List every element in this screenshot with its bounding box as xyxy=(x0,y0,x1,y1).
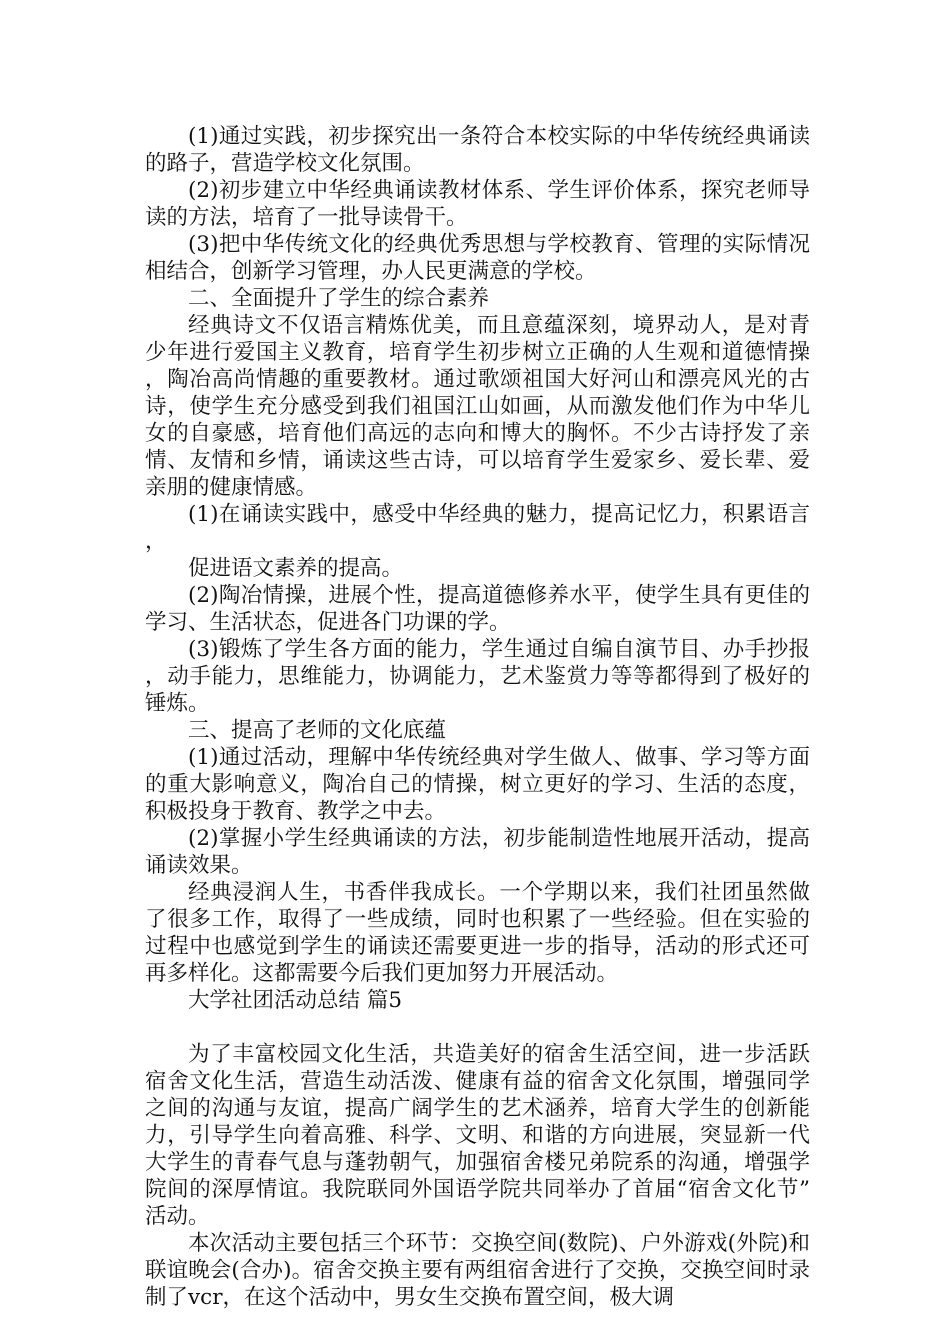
paragraph-5: (1)在诵读实践中，感受中华经典的魅力，提高记忆力，积累语言， xyxy=(145,502,810,554)
paragraph-2: (2)初步建立中华经典诵读教材体系、学生评价体系，探究老师导读的方法，培育了一批导读骨干。 xyxy=(145,178,810,230)
paragraph-7: (2)陶冶情操，进展个性，提高道德修养水平，使学生具有更佳的学习、生活状态，促进各门功课的学。 xyxy=(145,583,810,635)
paragraph-9: (1)通过活动，理解中华传统经典对学生做人、做事、学习等方面的重大影响意义，陶冶自己的情操，树立更好的学习、生活的态度，积极投身于教育、教学之中去。 xyxy=(145,745,810,824)
article-title-5: 大学社团活动总结 篇5 xyxy=(188,988,403,1013)
paragraph-13: 本次活动主要包括三个环节：交换空间(数院)、户外游戏(外院)和联谊晚会(合办)。宿舍交换主要有两组宿舍进行了交换，交换空间时录制了vcr，在这个活动中，男女生交换布置空间，极大调 xyxy=(145,1231,810,1310)
paragraph-1: (1)通过实践，初步探究出一条符合本校实际的中华传统经典诵读的路子，营造学校文化氛围。 xyxy=(145,124,810,176)
paragraph-3: (3)把中华传统文化的经典优秀思想与学校教育、管理的实际情况相结合，创新学习管理，办人民更满意的学校。 xyxy=(145,232,810,284)
section-heading-2: 二、全面提升了学生的综合素养 xyxy=(188,286,490,311)
paragraph-8: (3)锻炼了学生各方面的能力，学生通过自编自演节目、办手抄报，动手能力，思维能力，协调能力，艺术鉴赏力等等都得到了极好的锤炼。 xyxy=(145,637,810,716)
paragraph-10: (2)掌握小学生经典诵读的方法，初步能制造性地展开活动，提高诵读效果。 xyxy=(145,826,810,878)
document-page xyxy=(145,123,810,1311)
paragraph-4: 经典诗文不仅语言精炼优美，而且意蕴深刻，境界动人，是对青少年进行爱国主义教育，培育学生初步树立正确的人生观和道德情操，陶冶高尚情趣的重要教材。通过歌颂祖国大好河山和漂亮风光的古诗，使学生充分感受到我们祖国江山如画，从而激发他们作为中华儿女的自豪感，培育他们高远的志向和博大的胸怀。不少古诗抒发了亲情、友情和乡情，诵读这些古诗，可以培育学生爱家乡、爱长辈、爱亲朋的健康情感。 xyxy=(145,313,810,500)
paragraph-6: 促进语文素养的提高。 xyxy=(188,556,404,581)
blank-line xyxy=(145,1014,810,1041)
paragraph-11: 经典浸润人生，书香伴我成长。一个学期以来，我们社团虽然做了很多工作，取得了一些成绩，同时也积累了一些经验。但在实验的过程中也感觉到学生的诵读还需要更进一步的指导，活动的形式还可再多样化。这都需要今后我们更加努力开展活动。 xyxy=(145,880,810,986)
section-heading-3: 三、提高了老师的文化底蕴 xyxy=(188,718,447,743)
paragraph-12: 为了丰富校园文化生活，共造美好的宿舍生活空间，进一步活跃宿舍文化生活，营造生动活泼、健康有益的宿舍文化氛围，增强同学之间的沟通与友谊，提高广阔学生的艺术涵养，培育大学生的创新能力，引导学生向着高雅、科学、文明、和谐的方向进展，突显新一代大学生的青春气息与蓬勃朝气，加强宿舍楼兄弟院系的沟通，增强学院间的深厚情谊。我院联同外国语学院共同举办了首届“宿舍文化节”活动。 xyxy=(145,1042,810,1229)
